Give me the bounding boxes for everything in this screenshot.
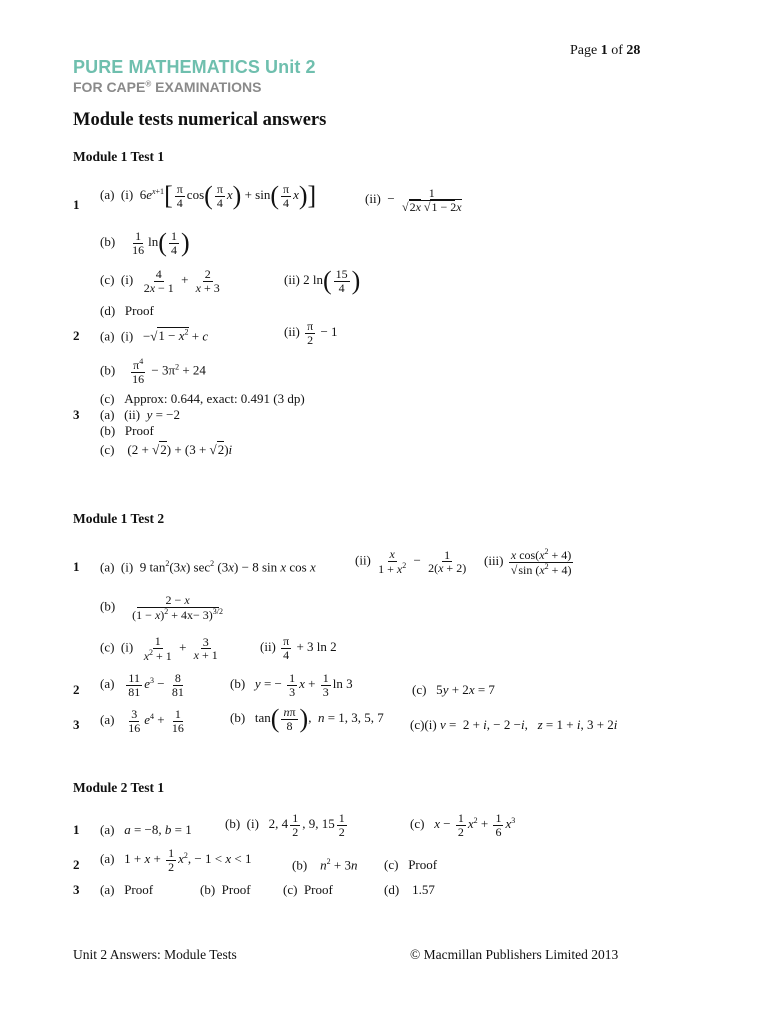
- answer-1b: (b) $\frac{2 - x}{(1 - x)^2 + 4x- 3)^{3/2}}$: [100, 593, 224, 622]
- answer-3b: (b) Proof: [100, 423, 154, 438]
- answer-2b: (b) $n^2 + 3n$: [292, 857, 358, 873]
- answer-1c-ii: (ii) 2 ln( $\frac{15}{4}$ ): [284, 266, 361, 296]
- answer-2c: (c) Approx: 0.644, exact: 0.491 (3 dp): [100, 391, 305, 406]
- answer-1a: (a) (i) 9 $\tan^2(3x)$ $\sec^2 (3x) - 8$ sin x cos x: [100, 559, 316, 575]
- answer-3b: (b) tan( $\frac{n\pi}{8}$ ), n = 1, 3, 5, 7: [230, 704, 384, 734]
- brand-subtitle: FOR CAPE® EXAMINATIONS: [73, 79, 262, 95]
- answer-3d: (d) 1.57: [384, 882, 435, 897]
- answer-3a: (a) Proof: [100, 882, 154, 897]
- answer-1c: (c) (i) $\frac{4}{2x - 1}$ + $\frac{2}{x + 3}$: [100, 267, 220, 295]
- answer-1a-ii: (ii) − $\frac{1}{√2x √1 - 2x}$: [365, 186, 462, 214]
- answer-2a: (a) 1 + x + $\frac{1}{2}$ $x^2$, − 1 < x < 1: [100, 846, 252, 874]
- answer-3c: (c)(i) v = 2 + i, − 2 −i, z = 1 + i, 3 + 2i: [410, 717, 618, 732]
- page-title: Module tests numerical answers: [73, 110, 327, 130]
- answer-2b: (b) $\frac{\pi^4}{16}$ − $3\pi^2 + 24$: [100, 357, 206, 386]
- section-heading-m1t1: Module 1 Test 1: [73, 149, 165, 164]
- question-number: 3: [73, 882, 80, 897]
- answer-1c: (c) (i) $\frac{1}{x^2 + 1}$ + $\frac{3}{x + 1}$: [100, 634, 218, 663]
- answer-3a: (a) (ii) y = −2: [100, 407, 181, 422]
- answer-1a: (a) (i) $6e^{x+1}$[ $\frac{\pi}{4}$ cos( $\frac{\pi}{4}$ x) + sin( $\frac{\pi}{4}$ x)]: [100, 181, 317, 211]
- question-number: 2: [73, 328, 80, 343]
- answer-1d: (d) Proof: [100, 303, 154, 318]
- answer-1c-ii: (ii) $\frac{\pi}{4}$ + 3 ln 2: [260, 634, 337, 662]
- answer-1a-ii: (ii) $\frac{x}{1 + x^2}$ − $\frac{1}{2(x + 2)}$: [355, 547, 467, 576]
- question-number: 2: [73, 682, 80, 697]
- question-number: 1: [73, 822, 80, 837]
- answer-2a-ii: (ii) $\frac{\pi}{2}$ − 1: [284, 319, 338, 347]
- answer-1a-iii: (iii) $\frac{x \cos(x^2 + 4)}{√\sin (x^2 + 4)}$: [484, 547, 572, 577]
- answer-1b: (b) (i) 2, 4 $\frac{1}{2}$ , 9, 15 $\frac{1}{2}$: [225, 811, 345, 839]
- question-number: 1: [73, 559, 80, 574]
- answer-2a: (a) $(i) -√1 - x^2 + c$: [100, 328, 209, 344]
- footer-copyright: © Macmillan Publishers Limited 2013: [410, 947, 619, 962]
- answer-2a: (a) $\frac{11}{81}$ $e^3$ − $\frac{8}{81}$: [100, 671, 184, 699]
- answer-2c: (c) 5y + 2x = 7: [412, 682, 495, 697]
- answer-1c: (c) x − $\frac{1}{2}$ $x^2$ + $\frac{1}{6}$ $x^3$: [410, 811, 516, 839]
- answer-3a: (a) $\frac{3}{16}$ $e^4$ + $\frac{1}{16}$: [100, 707, 184, 735]
- proof-text: Proof: [124, 303, 154, 318]
- question-number: 3: [73, 717, 80, 732]
- answer-3c: (c) Proof: [283, 882, 333, 897]
- answer-1a: (a) a = −8, b = 1: [100, 822, 192, 837]
- answer-1b: (b) $\frac{1}{16}$ ln( $\frac{1}{4}$ ): [100, 228, 190, 258]
- question-number: 1: [73, 197, 80, 212]
- answer-3b: (b) Proof: [200, 882, 251, 897]
- answer-2b: (b) y = − $\frac{1}{3}$ x + $\frac{1}{3}$ ln 3: [230, 671, 353, 699]
- section-heading-m2t1: Module 2 Test 1: [73, 780, 165, 795]
- section-heading-m1t2: Module 1 Test 2: [73, 511, 165, 526]
- brand-title: PURE MATHEMATICS Unit 2: [73, 57, 316, 77]
- footer-left: Unit 2 Answers: Module Tests: [73, 947, 237, 962]
- question-number: 2: [73, 857, 80, 872]
- question-number: 3: [73, 407, 80, 422]
- page-number: Page 1 of 28: [570, 43, 641, 58]
- answer-3c: (c) (2 + √2) + (3 + √2)i: [100, 442, 233, 457]
- answer-2c: (c) Proof: [384, 857, 438, 872]
